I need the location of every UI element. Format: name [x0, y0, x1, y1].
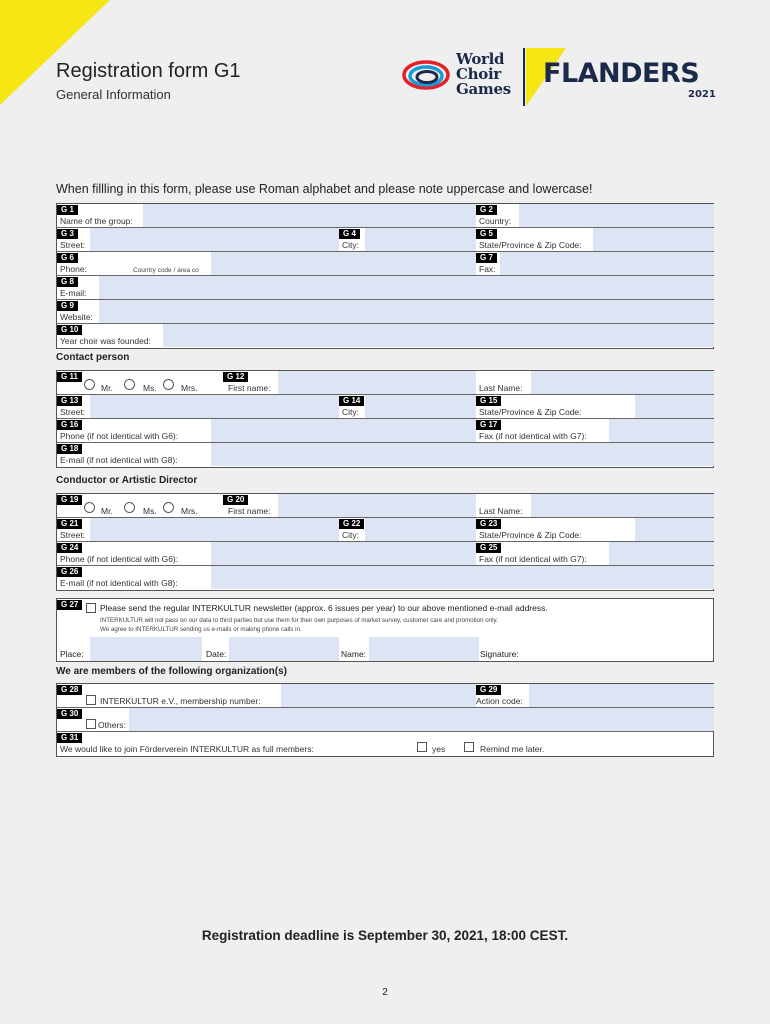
label-phone: Phone: [60, 264, 87, 274]
tag-g12: G 12 [223, 372, 248, 382]
label-fax: Fax (if not identical with G7): [479, 431, 587, 441]
label-last-name: Last Name: [479, 506, 523, 516]
label-city: City: [342, 530, 359, 540]
intro-instructions: When fillling in this form, please use Roman alphabet and please note uppercase and lowercase! [56, 182, 593, 196]
label-city: City: [342, 407, 359, 417]
action-code-field[interactable] [529, 684, 714, 707]
tag-g8: G 8 [57, 277, 78, 287]
contact-state-zip-field[interactable] [635, 395, 714, 418]
logo-divider [523, 48, 525, 106]
tag-g23: G 23 [476, 519, 501, 529]
contact-person-heading: Contact person [56, 352, 130, 363]
row-contact-email [57, 443, 713, 467]
label-date: Date: [206, 649, 227, 659]
label-fax: Fax (if not identical with G7): [479, 554, 587, 564]
conductor-street-field[interactable] [90, 518, 339, 541]
contact-email-field[interactable] [211, 443, 714, 466]
phone-field[interactable] [211, 252, 476, 275]
label-country: Country: [479, 216, 512, 226]
row-year-founded [57, 324, 713, 348]
tag-g16: G 16 [57, 420, 82, 430]
contact-city-field[interactable] [365, 395, 476, 418]
label-website: Website: [60, 312, 93, 322]
label-phone: Phone (if not identical with G6): [60, 431, 179, 441]
label-place: Place: [60, 649, 84, 659]
label-year-founded: Year choir was founded: [60, 336, 151, 346]
fine-print-line-2: We agree to INTERKULTUR sending us e-mails or making phone calls in. [100, 626, 302, 633]
registration-deadline: Registration deadline is September 30, 2021, 18:00 CEST. [201, 928, 569, 943]
country-field[interactable] [519, 204, 714, 227]
label-action-code: Action code: [476, 696, 523, 706]
tag-g5: G 5 [476, 229, 497, 239]
street-field[interactable] [90, 228, 339, 251]
city-field[interactable] [365, 228, 476, 251]
conductor-section [56, 493, 714, 591]
label-street: Street: [60, 530, 86, 540]
label-last-name: Last Name: [479, 383, 523, 393]
join-yes-checkbox[interactable] [417, 742, 427, 752]
label-mr: Mr. [101, 506, 113, 516]
tag-g10: G 10 [57, 325, 82, 335]
flanders-wordmark: FLANDERS [543, 58, 700, 89]
label-email: E-mail (if not identical with G8): [60, 455, 178, 465]
contact-last-name-field[interactable] [531, 371, 714, 394]
choir-rings-logo-icon [402, 60, 450, 90]
tag-g27: G 27 [57, 600, 82, 610]
label-group-name: Name of the group: [60, 216, 133, 226]
label-interkultur-membership: INTERKULTUR e.V., membership number: [100, 696, 261, 706]
page-number: 2 [382, 987, 388, 998]
tag-g28: G 28 [57, 685, 82, 695]
membership-section [56, 683, 714, 757]
conductor-last-name-field[interactable] [531, 494, 714, 517]
group-name-field[interactable] [143, 204, 476, 227]
page-subtitle: General Information [56, 87, 171, 102]
tag-g15: G 15 [476, 396, 501, 406]
contact-mr-radio[interactable] [84, 379, 95, 390]
contact-street-field[interactable] [90, 395, 339, 418]
conductor-phone-field[interactable] [211, 542, 476, 565]
newsletter-consent-text: Please send the regular INTERKULTUR newsletter (approx. 6 issues per year) to our above mentioned e-mail address. [100, 603, 548, 613]
page-title: Registration form G1 [56, 60, 241, 82]
world-choir-games-wordmark: World Choir Games [456, 50, 511, 98]
conductor-email-field[interactable] [211, 566, 714, 589]
tag-g14: G 14 [339, 396, 364, 406]
interkultur-member-checkbox[interactable] [86, 695, 96, 705]
tag-g7: G 7 [476, 253, 497, 263]
row-contact-address [57, 395, 713, 419]
label-fax: Fax: [479, 264, 496, 274]
conductor-first-name-field[interactable] [278, 494, 476, 517]
conductor-fax-field[interactable] [609, 542, 714, 565]
tag-g21: G 21 [57, 519, 82, 529]
tag-g19: G 19 [57, 495, 82, 505]
label-street: Street: [60, 240, 86, 250]
conductor-heading: Conductor or Artistic Director [56, 475, 198, 486]
general-info-section [56, 203, 714, 349]
tag-g11: G 11 [57, 372, 82, 382]
email-field[interactable] [99, 276, 714, 299]
newsletter-fine-print [100, 616, 498, 634]
tag-g30: G 30 [57, 709, 82, 719]
members-heading: We are members of the following organization(s) [56, 666, 287, 677]
tag-g25: G 25 [476, 543, 501, 553]
tag-g4: G 4 [339, 229, 360, 239]
others-field[interactable] [129, 708, 714, 731]
date-field[interactable] [229, 637, 339, 661]
row-group-country [57, 204, 713, 228]
conductor-ms-radio[interactable] [124, 502, 135, 513]
row-interkultur-membership [57, 684, 713, 708]
label-signature: Signature: [480, 649, 519, 659]
label-city: City: [342, 240, 359, 250]
label-remind-later: Remind me later. [480, 744, 545, 754]
label-state-zip: State/Province & Zip Code: [479, 240, 582, 250]
contact-ms-radio[interactable] [124, 379, 135, 390]
label-ms: Ms. [143, 383, 157, 393]
row-conductor-email [57, 566, 713, 590]
row-conductor-address [57, 518, 713, 542]
row-email [57, 276, 713, 300]
label-street: Street: [60, 407, 86, 417]
place-field[interactable] [90, 637, 202, 661]
label-ms: Ms. [143, 506, 157, 516]
website-field[interactable] [99, 300, 714, 323]
label-first-name: First name: [228, 506, 271, 516]
tag-g18: G 18 [57, 444, 82, 454]
newsletter-consent-section [56, 598, 714, 662]
row-website [57, 300, 713, 324]
tag-g6: G 6 [57, 253, 78, 263]
tag-g9: G 9 [57, 301, 78, 311]
tag-g31: G 31 [57, 733, 82, 743]
row-phone-fax [57, 252, 713, 276]
tag-g24: G 24 [57, 543, 82, 553]
newsletter-checkbox[interactable] [86, 603, 96, 613]
tag-g29: G 29 [476, 685, 501, 695]
label-email: E-mail: [60, 288, 87, 298]
event-logo [402, 48, 722, 106]
label-first-name: First name: [228, 383, 271, 393]
tag-g22: G 22 [339, 519, 364, 529]
label-name: Name: [341, 649, 367, 659]
label-email: E-mail (if not identical with G8): [60, 578, 178, 588]
membership-number-field[interactable] [281, 684, 476, 707]
name-field[interactable] [369, 637, 479, 661]
logo-year: 2021 [688, 89, 716, 100]
remind-later-checkbox[interactable] [464, 742, 474, 752]
fine-print-line-1: INTERKULTUR will not pass on our data to third parties but use them for their own purposes of market survey, customer care and promotion only. [100, 617, 498, 624]
contact-first-name-field[interactable] [278, 371, 476, 394]
others-checkbox[interactable] [86, 719, 96, 729]
label-mrs: Mrs. [181, 506, 198, 516]
row-contact-phone-fax [57, 419, 713, 443]
row-street-city-state [57, 228, 713, 252]
label-state-zip: State/Province & Zip Code: [479, 530, 582, 540]
conductor-state-zip-field[interactable] [635, 518, 714, 541]
row-contact-name [57, 371, 713, 395]
fax-field[interactable] [500, 252, 714, 275]
tag-g13: G 13 [57, 396, 82, 406]
tag-g1: G 1 [57, 205, 78, 215]
label-mrs: Mrs. [181, 383, 198, 393]
row-conductor-phone-fax [57, 542, 713, 566]
tag-g3: G 3 [57, 229, 78, 239]
tag-g20: G 20 [223, 495, 248, 505]
phone-country-code-hint: Country code / area co [133, 267, 199, 274]
conductor-city-field[interactable] [365, 518, 476, 541]
contact-person-section [56, 370, 714, 468]
label-mr: Mr. [101, 383, 113, 393]
row-conductor-name [57, 494, 713, 518]
label-others: Others: [98, 720, 126, 730]
tag-g2: G 2 [476, 205, 497, 215]
year-founded-field[interactable] [163, 324, 714, 347]
row-other-organizations [57, 708, 713, 732]
label-phone: Phone (if not identical with G6): [60, 554, 179, 564]
row-join-foerderverein [57, 732, 713, 756]
contact-phone-field[interactable] [211, 419, 476, 442]
state-zip-field[interactable] [593, 228, 714, 251]
contact-mrs-radio[interactable] [163, 379, 174, 390]
contact-fax-field[interactable] [609, 419, 714, 442]
conductor-mr-radio[interactable] [84, 502, 95, 513]
label-join-foerderverein: We would like to join Förderverein INTERKULTUR as full members: [60, 744, 314, 754]
label-state-zip: State/Province & Zip Code: [479, 407, 582, 417]
label-yes: yes [432, 744, 446, 754]
tag-g26: G 26 [57, 567, 82, 577]
conductor-mrs-radio[interactable] [163, 502, 174, 513]
tag-g17: G 17 [476, 420, 501, 430]
